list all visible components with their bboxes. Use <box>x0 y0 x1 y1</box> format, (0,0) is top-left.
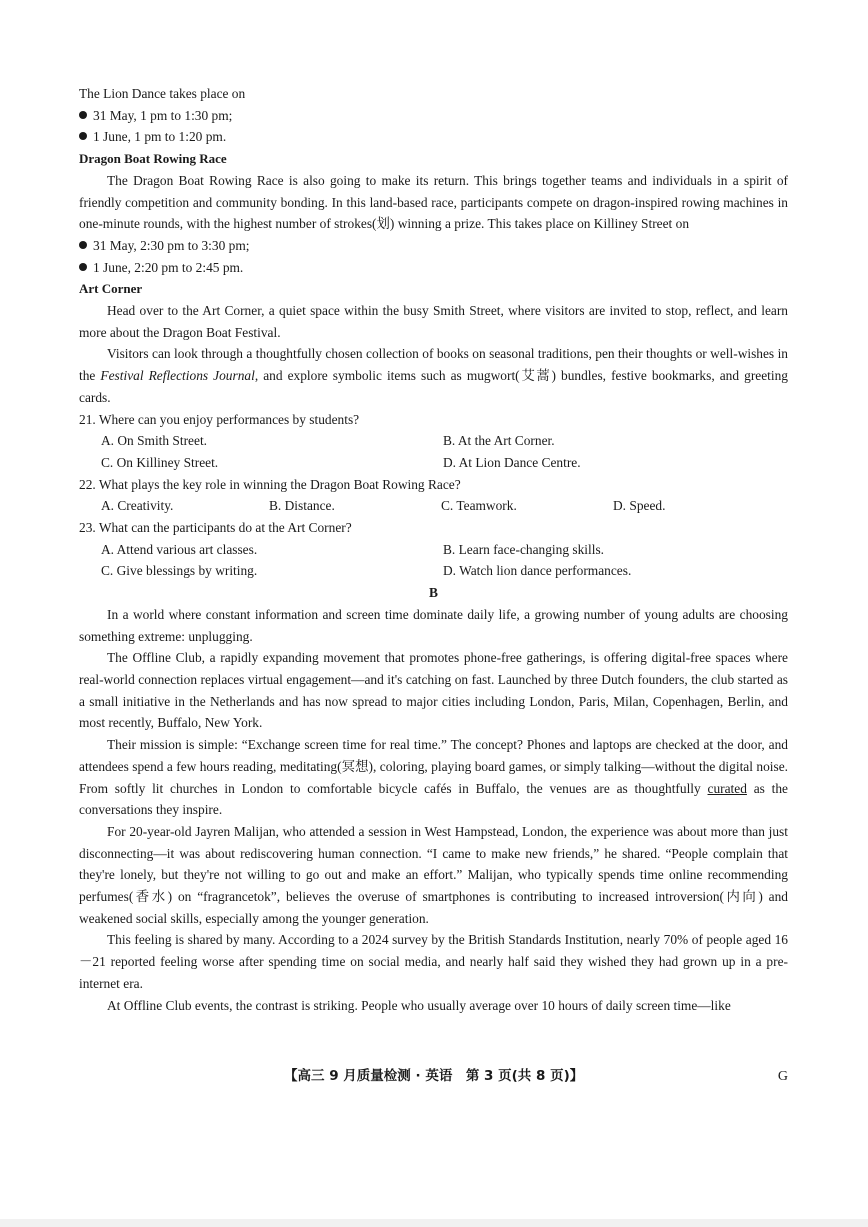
art-corner-paragraph-1: Head over to the Art Corner, a quiet space within the busy Smith Street, where visitors are invited to stop, reflect, and learn more about the Dragon Boat Festival. <box>79 303 788 340</box>
option-d[interactable]: D. Speed. <box>613 498 666 514</box>
lion-time-2: 1 June, 1 pm to 1:20 pm. <box>79 126 788 148</box>
journal-title: Festival Reflections Journal <box>100 368 255 384</box>
question-21-options <box>101 430 788 473</box>
option-d[interactable]: D. At Lion Dance Centre. <box>443 454 581 470</box>
option-b[interactable]: B. Learn face-changing skills. <box>443 541 605 557</box>
option-d[interactable]: D. Watch lion dance performances. <box>443 563 632 579</box>
lion-time-1: 31 May, 1 pm to 1:30 pm; <box>79 105 788 127</box>
passage-b-paragraph-5: This feeling is shared by many. According to a 2024 survey by the British Standards Institution, nearly 70% of people aged 16－21 reported feeling worse after spending time on social media, and nearly half said they wished they had grown up in a pre-internet era. <box>79 932 788 991</box>
option-c[interactable]: C. On Killiney Street. <box>101 454 219 470</box>
option-a[interactable]: A. On Smith Street. <box>101 433 208 449</box>
section-b-label: B <box>429 585 438 601</box>
art-corner-paragraph-2: Visitors can look through a thoughtfully chosen collection of books on seasonal traditions, pen their thoughts or well-wishes in the Festival Reflections Journal, and explore symbolic items such as mugwort(艾蒿) bundles, festive bookmarks, and greeting cards. <box>79 346 788 405</box>
question-22-options <box>101 495 788 517</box>
option-c[interactable]: C. Give blessings by writing. <box>101 563 258 579</box>
question-21-stem: 21. Where can you enjoy performances by students? <box>79 411 360 427</box>
option-a[interactable]: A. Creativity. <box>101 498 174 514</box>
underlined-word: curated <box>707 780 747 796</box>
lion-dance-intro: The Lion Dance takes place on <box>79 86 246 101</box>
option-b[interactable]: B. At the Art Corner. <box>443 433 555 449</box>
passage-b-paragraph-6: At Offline Club events, the contrast is striking. People who usually average over 10 hours of daily screen time—like <box>107 997 731 1013</box>
question-23-options <box>101 539 788 582</box>
exam-page <box>79 83 788 1016</box>
question-22-stem: 22. What plays the key role in winning the Dragon Boat Rowing Race? <box>79 476 461 492</box>
footer-text: 【高三 9 月质量检测 · 英语 第 3 页(共 8 页)】 <box>284 1068 584 1084</box>
option-a[interactable]: A. Attend various art classes. <box>101 541 258 557</box>
art-corner-heading: Art Corner <box>79 281 143 297</box>
passage-b-paragraph-4: For 20-year-old Jayren Malijan, who attended a session in West Hampstead, London, the experience was about more than just disconnecting—it was about rediscovering human connection. “I came to make new friends,” he shared. “People complain that they're lonely, but they're not willing to go out and make an effort.” Malijan, who typically spends time online recommending perfumes(香水) on “fragrancetok”, believes the overuse of smartphones is contributing to increased introversion(内向) and weakened social skills, especially among the younger generation. <box>79 823 788 926</box>
page-footer <box>79 1066 788 1088</box>
bullet-icon <box>79 263 87 271</box>
bullet-icon <box>79 132 87 140</box>
bullet-icon <box>79 111 87 119</box>
passage-b-paragraph-1: In a world where constant information and screen time dominate daily life, a growing number of young adults are choosing something extreme: unplugging. <box>79 606 788 644</box>
option-c[interactable]: C. Teamwork. <box>441 498 517 514</box>
dragon-boat-paragraph: The Dragon Boat Rowing Race is also going to make its return. This brings together teams and individuals in a spirit of friendly competition and community bonding. In this land-based race, participants compete on dragon-inspired rowing machines in one-minute rounds, with the highest number of strokes(划) winning a prize. This takes place on Killiney Street on <box>79 172 788 232</box>
passage-b-paragraph-2: The Offline Club, a rapidly expanding movement that promotes phone-free gatherings, is offering digital-free spaces where real-world connection replaces virtual engagement—and it's catching on fast. Launched by three Dutch founders, the club started as a small initiative in the Netherlands and has now spread to major cities including London, Paris, Milan, Copenhagen, Berlin, and most recently, Buffalo, New York. <box>79 650 788 731</box>
version-mark: G <box>777 1069 788 1084</box>
passage-b-paragraph-3: Their mission is simple: “Exchange screen time for real time.” The concept? Phones and laptops are checked at the door, and attendees spend a few hours reading, meditating(冥想), coloring, playing board games, or simply talking—without the digital noise. From softly lit churches in London to comfortable bicycle cafés in Buffalo, the venues are as thoughtfully curated as the conversations they inspire. <box>79 737 788 818</box>
dragon-boat-heading: Dragon Boat Rowing Race <box>79 151 227 167</box>
scan-edge <box>0 1219 868 1227</box>
dragon-time-2: 1 June, 2:20 pm to 2:45 pm. <box>79 257 788 279</box>
bullet-icon <box>79 241 87 249</box>
dragon-time-1: 31 May, 2:30 pm to 3:30 pm; <box>79 235 788 257</box>
option-b[interactable]: B. Distance. <box>269 498 335 514</box>
question-23-stem: 23. What can the participants do at the Art Corner? <box>79 520 352 536</box>
